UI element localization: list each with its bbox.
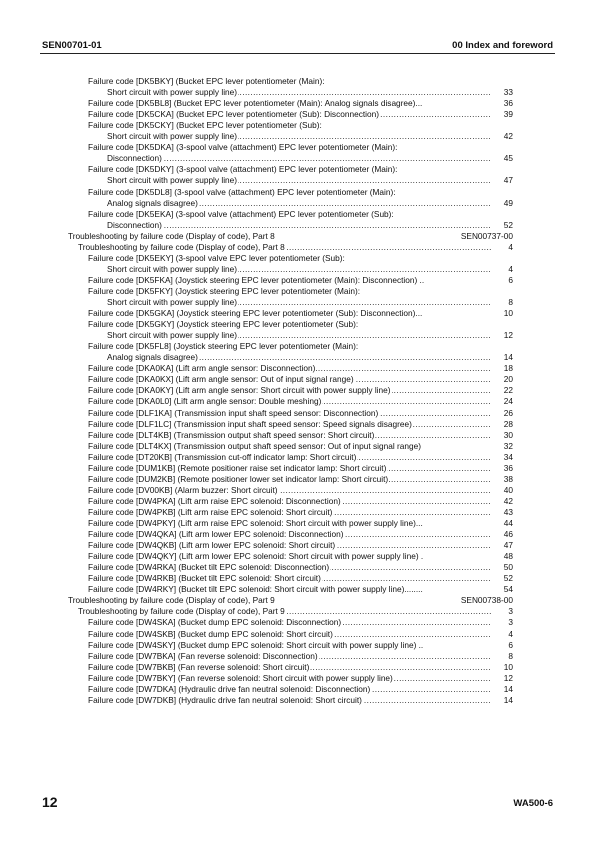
toc-page-number: 40 (503, 484, 513, 495)
toc-page-number: 18 (503, 363, 513, 374)
toc-entry-text: Failure code [DW4PKY] (Lift arm raise EPC solenoid: Short circuit with power supply line)... (88, 518, 423, 528)
toc-entry-text: Failure code [DW4SKA] (Bucket dump EPC solenoid: Disconnection) (88, 617, 342, 628)
toc-page-number: 52 (503, 219, 513, 230)
toc-page-number: 26 (503, 407, 513, 418)
toc-entry[interactable] (88, 275, 491, 286)
toc-page-number: 14 (503, 352, 513, 363)
toc-document-code: SEN00737-00 (460, 230, 513, 241)
toc-entry[interactable] (88, 374, 491, 385)
toc-page-number: 24 (503, 396, 513, 407)
toc-entry-text: Failure code [DK5FKY] (Joystick steering EPC lever potentiometer (Main): (88, 285, 361, 296)
toc-entry-text: Failure code [DLF1KA] (Transmission input shaft speed sensor: Disconnection) (88, 407, 379, 418)
toc-entry[interactable] (88, 673, 491, 684)
toc-entry-text: Failure code [DW4QKA] (Lift arm lower EPC solenoid: Disconnection) (88, 529, 344, 540)
toc-page-number: 4 (508, 241, 513, 252)
toc-entry[interactable] (88, 408, 491, 419)
toc-page-number: 47 (503, 175, 513, 186)
toc-entry[interactable] (88, 562, 491, 573)
toc-page-number: 12 (503, 330, 513, 341)
page-number: 12 (42, 794, 58, 810)
header-rule (40, 53, 555, 54)
toc-entry-text: Failure code [DW7BKB] (Fan reverse solenoid: Short circuit) (88, 661, 310, 672)
toc-page-number: 43 (503, 506, 513, 517)
toc-entry[interactable] (88, 120, 491, 131)
toc-entry[interactable] (107, 220, 491, 231)
toc-entry[interactable] (88, 496, 491, 507)
toc-page-number: 46 (503, 529, 513, 540)
toc-entry-text: Failure code [DK5EKA] (3-spool valve (attachment) EPC lever potentiometer (Sub): (88, 208, 394, 219)
toc-page-number: 20 (503, 374, 513, 385)
toc-entry[interactable] (88, 209, 491, 220)
toc-entry[interactable] (88, 164, 491, 175)
toc-entry[interactable] (78, 242, 491, 253)
toc-entry-text: Troubleshooting by failure code (Display of code), Part 8 (78, 241, 285, 252)
toc-entry-text: Failure code [DKA0KX] (Lift arm angle sensor: Out of input signal range) (88, 374, 354, 385)
toc-entry-text: Failure code [DK5DKA] (3-spool valve (attachment) EPC lever potentiometer (Main): (88, 142, 398, 153)
toc-entry[interactable] (88, 76, 491, 87)
toc-entry[interactable] (88, 695, 491, 706)
toc-page-number: 48 (503, 551, 513, 562)
toc-entry-text: Failure code [DUM2KB] (Remote positioner lower set indicator lamp: Short circuit) (88, 473, 389, 484)
toc-entry-text: Failure code [DK5DL8] (3-spool valve (attachment) EPC lever potentiometer (Main): (88, 186, 396, 197)
section-title: 00 Index and foreword (452, 40, 553, 51)
toc-entry[interactable] (88, 651, 491, 662)
toc-entry-text: Failure code [DK5EKY] (3-spool valve EPC lever potentiometer (Sub): (88, 252, 345, 263)
toc-entry[interactable] (88, 419, 491, 430)
toc-entry[interactable] (107, 131, 491, 142)
toc-entry-text: Short circuit with power supply line) (107, 131, 238, 142)
toc-entry-text: Failure code [DK5GKY] (Joystick steering EPC lever potentiometer (Sub): (88, 319, 359, 330)
toc-entry-text: Disconnection) (107, 219, 162, 230)
toc-entry-text: Disconnection) (107, 153, 162, 164)
toc-page-number: 49 (503, 197, 513, 208)
toc-entry[interactable] (88, 463, 491, 474)
toc-page-number: 12 (503, 672, 513, 683)
toc-entry[interactable] (78, 606, 491, 617)
toc-entry-text: Short circuit with power supply line) (107, 87, 238, 98)
toc-entry[interactable] (88, 662, 491, 673)
toc-page-number: 54 (503, 584, 513, 595)
toc-entry[interactable] (107, 330, 491, 341)
toc-page-number: 22 (503, 385, 513, 396)
toc-document-code: SEN00738-00 (460, 595, 513, 606)
toc-page-number: 38 (503, 473, 513, 484)
toc-entry[interactable] (88, 529, 491, 540)
toc-page-number: 4 (508, 263, 513, 274)
toc-entry-text: Failure code [DLT4KX] (Transmission output shaft speed sensor: Out of input signal range) (88, 440, 421, 451)
toc-page-number: 14 (503, 694, 513, 705)
toc-entry-text: Failure code [DK5CKA] (Bucket EPC lever potentiometer (Sub): Disconnection) (88, 109, 379, 120)
toc-page-number: 3 (508, 606, 513, 617)
toc-page-number: 14 (503, 683, 513, 694)
toc-entry[interactable] (88, 98, 491, 109)
toc-entry[interactable] (88, 518, 491, 529)
toc-entry-text: Failure code [DK5BKY] (Bucket EPC lever potentiometer (Main): (88, 76, 325, 86)
toc-entry-text: Failure code [DKA0KY] (Lift arm angle sensor: Short circuit with power supply line) (88, 385, 391, 396)
toc-page-number: 50 (503, 562, 513, 573)
toc-entry-text: Failure code [DLT4KB] (Transmission output shaft speed sensor: Short circuit) (88, 429, 375, 440)
toc-entry[interactable] (88, 485, 491, 496)
toc-page-number: 8 (508, 650, 513, 661)
toc-page-number: 36 (503, 462, 513, 473)
toc-entry-text: Troubleshooting by failure code (Display of code), Part 9 (68, 595, 275, 606)
toc-page-number: 6 (508, 639, 513, 650)
toc-page-number: 8 (508, 297, 513, 307)
toc-page-number: 3 (508, 617, 513, 628)
toc-entry-text: Failure code [DW7BKY] (Fan reverse solenoid: Short circuit with power supply line) (88, 672, 393, 683)
toc-entry-text: Analog signals disagree) (107, 352, 198, 363)
toc-entry-text: Failure code [DW4PKB] (Lift arm raise EPC solenoid: Short circuit) (88, 506, 333, 517)
toc-entry[interactable] (88, 551, 491, 562)
toc-entry[interactable] (88, 142, 491, 153)
toc-section-entry[interactable] (68, 595, 443, 606)
toc-entry-text: Failure code [DUM1KB] (Remote positioner raise set indicator lamp: Short circuit) (88, 462, 387, 473)
toc-entry[interactable] (88, 286, 491, 297)
toc-entry[interactable] (88, 474, 491, 485)
toc-entry-text: Troubleshooting by failure code (Display of code), Part 9 (78, 606, 285, 617)
toc-entry-text: Failure code [DT20KB] (Transmission cut-off indicator lamp: Short circuit) (88, 451, 357, 462)
toc-entry-text: Failure code [DW7BKA] (Fan reverse solenoid: Disconnection) (88, 650, 318, 661)
toc-entry-text: Failure code [DK5GKA] (Joystick steering EPC lever potentiometer (Sub): Disconnection)... (88, 308, 423, 319)
toc-entry[interactable] (88, 540, 491, 551)
toc-entry[interactable] (88, 253, 491, 264)
toc-page-number: 42 (503, 131, 513, 142)
toc-section-entry[interactable] (68, 231, 443, 242)
toc-page-number: 30 (503, 429, 513, 440)
toc-entry-text: Failure code [DW7DKB] (Hydraulic drive fan neutral solenoid: Short circuit) (88, 694, 362, 705)
toc-entry[interactable] (88, 187, 491, 198)
toc-page-number: 32 (503, 440, 513, 451)
toc-page-number: 45 (503, 153, 513, 164)
toc-entry-text: Failure code [DKA0L0] (Lift arm angle sensor: Double meshing) (88, 396, 322, 407)
toc-page-number: 4 (508, 628, 513, 639)
toc-entry-text: Short circuit with power supply line) (107, 297, 238, 307)
toc-page-number: 10 (503, 308, 513, 319)
toc-entry-text: Failure code [DK5CKY] (Bucket EPC lever potentiometer (Sub): (88, 120, 322, 131)
toc-entry[interactable] (88, 507, 491, 518)
toc-entry-text: Failure code [DW4QKB] (Lift arm lower EPC solenoid: Short circuit) (88, 540, 336, 551)
toc-page-number: 39 (503, 109, 513, 120)
toc-entry[interactable] (107, 352, 491, 363)
toc-page-number: 47 (503, 540, 513, 551)
toc-entry[interactable] (88, 452, 491, 463)
toc-page-number: 36 (503, 98, 513, 109)
toc-page-number: 42 (503, 495, 513, 506)
toc-entry-text: Failure code [DW4PKA] (Lift arm raise EPC solenoid: Disconnection) (88, 495, 341, 506)
toc-entry-text: Failure code [DK5DKY] (3-spool valve (attachment) EPC lever potentiometer (Main): (88, 164, 398, 175)
toc-page-number: 10 (503, 661, 513, 672)
toc-entry-text: Failure code [DW4RKB] (Bucket tilt EPC solenoid: Short circuit) (88, 573, 321, 584)
toc-entry-text: Failure code [DV00KB] (Alarm buzzer: Short circuit) (88, 484, 278, 495)
toc-page-number: 34 (503, 451, 513, 462)
toc-entry[interactable] (107, 175, 491, 186)
toc-entry[interactable] (88, 109, 491, 120)
toc-page-number: 28 (503, 418, 513, 429)
toc-entry[interactable] (88, 617, 491, 628)
toc-entry[interactable] (88, 430, 491, 441)
toc-entry[interactable] (107, 264, 491, 275)
toc-entry-text: Failure code [DW4RKY] (Bucket tilt EPC solenoid: Short circuit with power supply line)........ (88, 584, 423, 595)
toc-entry-text: Failure code [DW7DKA] (Hydraulic drive fan neutral solenoid: Disconnection) (88, 683, 371, 694)
toc-page-number: 44 (503, 518, 513, 528)
document-id: SEN00701-01 (42, 40, 102, 51)
toc-entry[interactable] (88, 396, 491, 407)
toc-entry-text: Failure code [DW4SKB] (Bucket dump EPC solenoid: Short circuit) (88, 628, 333, 639)
toc-entry-text: Short circuit with power supply line) (107, 263, 238, 274)
model-number: WA500-6 (513, 798, 553, 809)
toc-entry-text: Failure code [DK5BL8] (Bucket EPC lever potentiometer (Main): Analog signals disagree)... (88, 98, 423, 109)
toc-entry[interactable] (88, 640, 491, 651)
toc-entry[interactable] (107, 153, 491, 164)
toc-entry[interactable] (107, 297, 491, 308)
toc-page-number: 52 (503, 573, 513, 584)
toc-entry[interactable] (88, 341, 491, 352)
toc-entry-text: Short circuit with power supply line) (107, 330, 238, 341)
toc-entry[interactable] (88, 363, 491, 374)
toc-entry-text: Short circuit with power supply line) (107, 175, 238, 186)
toc-entry-text: Failure code [DLF1LC] (Transmission input shaft speed sensor: Speed signals disagree) (88, 418, 412, 429)
toc-entry-text: Failure code [DW4RKA] (Bucket tilt EPC solenoid: Disconnection) (88, 562, 330, 573)
toc-entry-text: Troubleshooting by failure code (Display of code), Part 8 (68, 230, 275, 241)
toc-page-number: 6 (508, 274, 513, 285)
toc-entry[interactable] (88, 629, 491, 640)
toc-entry[interactable] (107, 198, 491, 209)
toc-entry-text: Failure code [DKA0KA] (Lift arm angle sensor: Disconnection) (88, 363, 316, 374)
toc-entry-text: Analog signals disagree) (107, 197, 198, 208)
toc-entry-text: Failure code [DW4QKY] (Lift arm lower EPC solenoid: Short circuit with power supply line) . (88, 551, 424, 562)
toc-entry[interactable] (88, 319, 491, 330)
toc-entry-text: Failure code [DK5FL8] (Joystick steering EPC lever potentiometer (Main): (88, 341, 359, 352)
toc-entry-text: Failure code [DW4SKY] (Bucket dump EPC solenoid: Short circuit with power supply line) .. (88, 639, 424, 650)
toc-entry[interactable] (88, 308, 491, 319)
toc-entry[interactable] (88, 385, 491, 396)
toc-page-number: 33 (503, 87, 513, 98)
toc-entry[interactable] (88, 684, 491, 695)
toc-entry-text: Failure code [DK5FKA] (Joystick steering EPC lever potentiometer (Main): Disconnection) .. (88, 274, 425, 285)
toc-entry[interactable] (88, 573, 491, 584)
toc-entry[interactable] (88, 584, 491, 595)
toc-entry[interactable] (107, 87, 491, 98)
toc-entry[interactable] (88, 441, 491, 452)
